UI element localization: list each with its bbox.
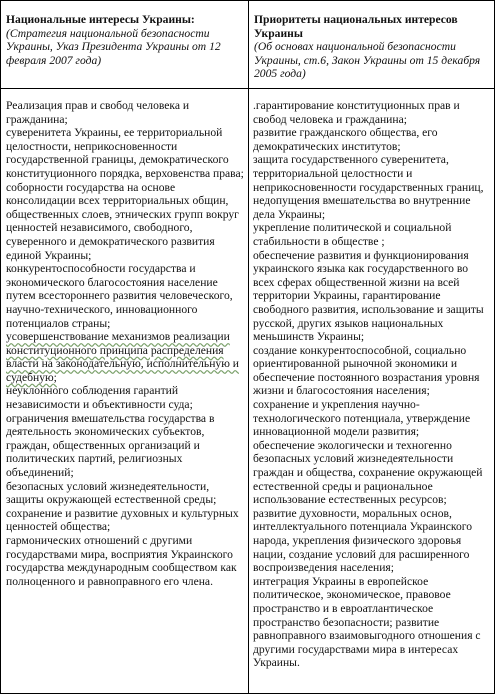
list-item: усовершенствование механизмов реализации конституционного принципа распределения власти на законодательную, исполнительную и судебную; bbox=[6, 330, 239, 384]
table-border-left bbox=[0, 0, 1, 694]
table-border-bottom bbox=[0, 693, 495, 694]
list-item: обеспечение экологически и техногенно безопасных условий жизнедеятельности граждан и общества, сохранение окружающей естественной среды и рациональное использование естественных ресурсов; bbox=[253, 438, 483, 507]
list-item: конкурентоспособности государства и экономического благосостояния население путем всестороннего развития человеческого, научно-технического, инновационного потенциалов страны; bbox=[6, 262, 233, 330]
list-item: развитие духовности, моральных основ, интеллектуального потенциала Украинского народа, укрепления физического здоровья нации, создание условий для расширенного воспроизведения населения; bbox=[253, 506, 473, 575]
list-item: неуклонного соблюдения гарантий независимости и объективности суда; bbox=[6, 384, 193, 412]
left-header-subtitle: (Стратегия национальной безопасности Украины, Указ Президента Украины от 12 февраля 2007 года) bbox=[6, 26, 221, 67]
list-item: ограничения вмешательства государства в деятельность экономических субъектов, граждан, общественных организаций и политических партий, религиозных объединений; bbox=[6, 411, 215, 480]
list-item: укрепление политической и социальной стабильности в обществе ; bbox=[253, 221, 452, 248]
list-item: сохранение и укрепления научно-технологического потенциала, утверждение инновационной модели развития; bbox=[253, 398, 471, 439]
header-row-border bbox=[0, 88, 495, 89]
table-border-middle bbox=[248, 0, 249, 694]
right-header-subtitle: (Об основах национальной безопасности Украины, ст.6, Закон Украины от 15 декабря 2005 года) bbox=[254, 40, 481, 81]
list-item: сохранение и развитие духовных и культурных ценностей общества; bbox=[6, 506, 239, 534]
list-item: создание конкурентоспособной, социально ориентированной рыночной экономики и обеспечение постоянного возрастания уровня жизни и благосостояния населения; bbox=[253, 343, 480, 398]
list-item: защита государственного суверенитета, территориальной целостности и неприкосновенности государственных границ, недопущения вмешательства во внутренние дела Украины; bbox=[253, 153, 484, 221]
left-header-title: Национальные интересы Украины: bbox=[6, 13, 195, 26]
table-border-top bbox=[0, 0, 495, 1]
list-item: обеспечение развития и функционирования украинского языка как государственного во всех сферах общественной жизни на всей территории Украины, гарантирование свободного развития, использование и защиты русской, других языков национальных меньшинств Украины; bbox=[253, 248, 484, 344]
list-item: безопасных условий жизнедеятельности, защиты окружающей естественной среды; bbox=[6, 479, 217, 507]
left-body-cell bbox=[6, 99, 246, 588]
list-item: суверенитета Украины, ее территориальной целостности, неприкосновенности государственной границы, демократического конституционного порядка, верховенства права; bbox=[6, 126, 244, 180]
list-item: интеграция Украины в европейское политическое, экономическое, правовое пространство и в евроатлантическое пространство безопасности; развитие равноправного взаимовыгодного отношения с другими государствами мира в интересах Украины. bbox=[253, 574, 481, 670]
list-item: соборности государства на основе консолидации всех территориальных общин, общественных слоев, этнических групп вокруг ценностей независимого, свободного, суверенного и демократического развития единой Украины; bbox=[6, 180, 239, 262]
list-item: Реализация прав и свобод человека и гражданина; bbox=[6, 99, 190, 126]
left-header-cell bbox=[6, 13, 244, 67]
right-header-title: Приоритеты национальных интересов Украины bbox=[254, 13, 458, 40]
list-item: гармонических отношений с другими государствами мира, восприятия Украинского государства международным сообществом как полноценного и равноправного его члена. bbox=[6, 534, 237, 588]
right-body-cell bbox=[253, 99, 491, 670]
list-item: .гарантирование конституционных прав и свобод человека и гражданина; bbox=[253, 99, 460, 126]
table-border-right bbox=[494, 0, 495, 694]
list-item: развитие гражданского общества, его демократических институтов; bbox=[253, 126, 438, 153]
right-header-cell bbox=[254, 13, 490, 81]
